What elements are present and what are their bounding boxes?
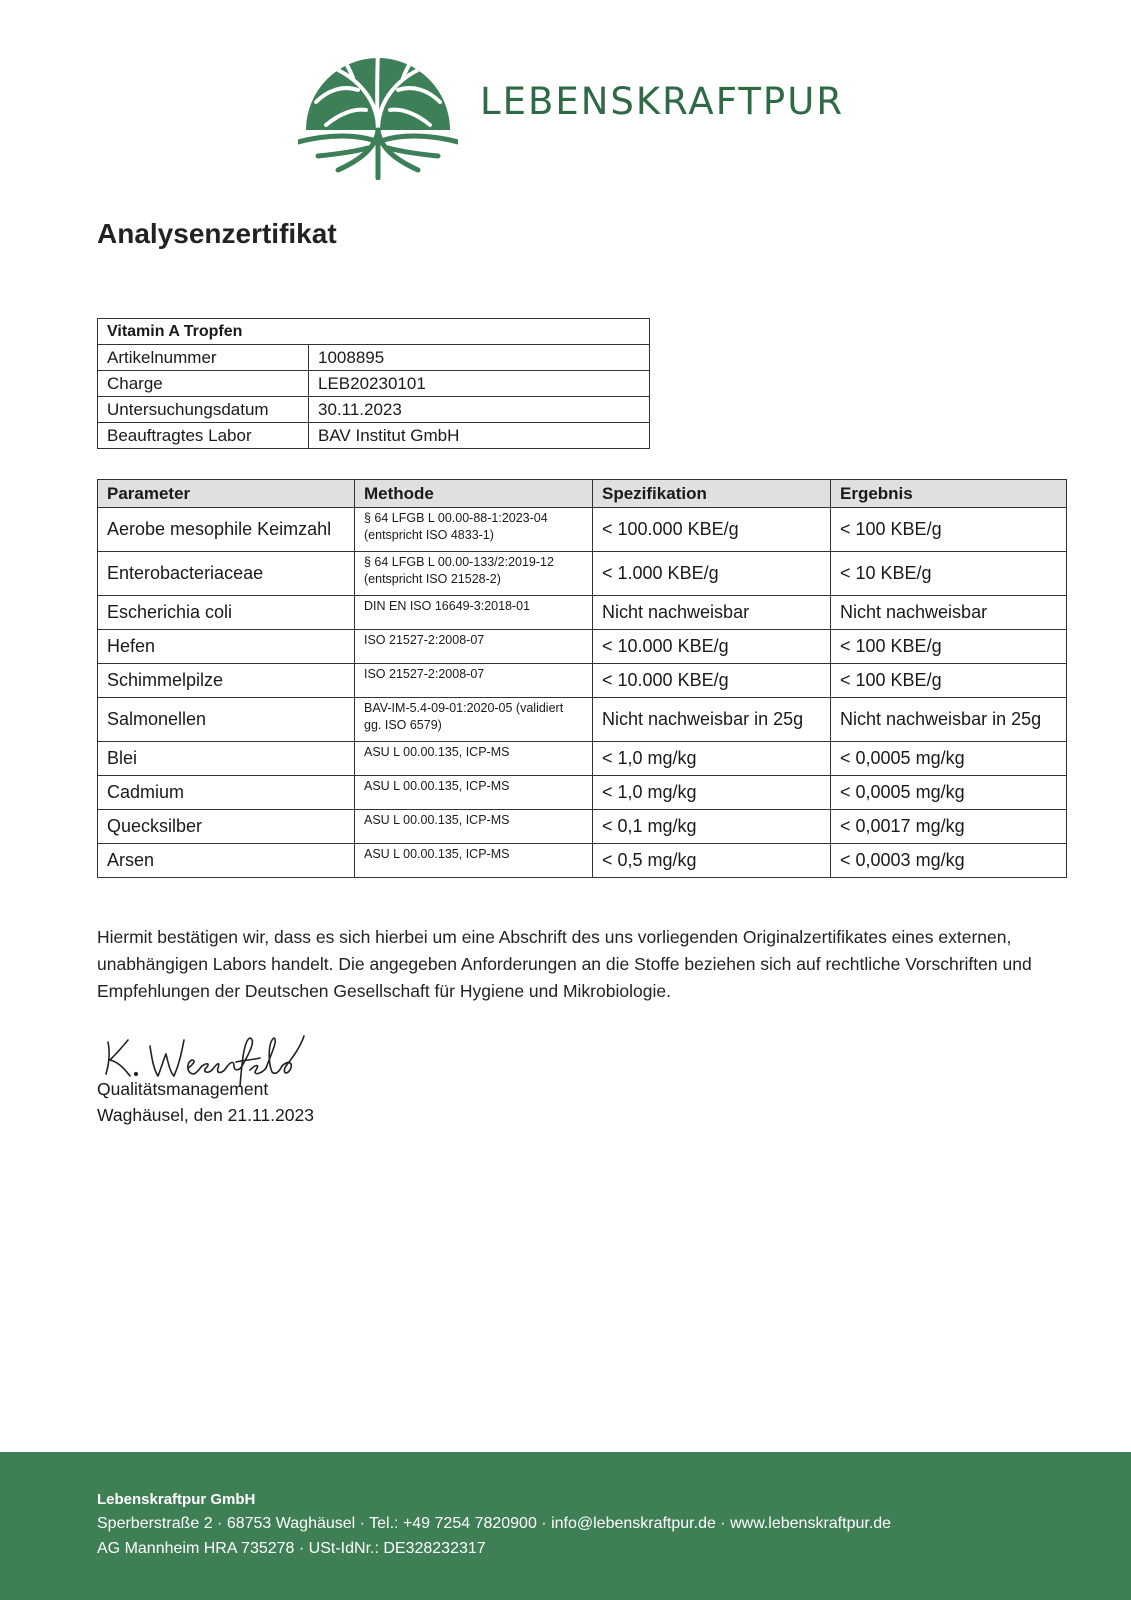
cell-method: ASU L 00.00.135, ICP-MS bbox=[355, 810, 593, 844]
cell-spec: < 10.000 KBE/g bbox=[593, 664, 831, 698]
info-row bbox=[98, 397, 650, 423]
cell-parameter: Cadmium bbox=[98, 776, 355, 810]
info-row bbox=[98, 423, 650, 449]
cell-method: ASU L 00.00.135, ICP-MS bbox=[355, 742, 593, 776]
cell-spec: < 0,1 mg/kg bbox=[593, 810, 831, 844]
certification-statement: Hiermit bestätigen wir, dass es sich hierbei um eine Abschrift des uns vorliegenden Originalzertifikates eines externen, unabhängigen Labors handelt. Die angegeben Anforderungen an die Stoffe beziehen sich auf rechtliche Vorschriften und Empfehlungen der Deutschen Gesellschaft für Hygiene und Mikrobiologie. bbox=[97, 927, 1032, 1001]
table-row bbox=[98, 596, 1067, 630]
product-name: Vitamin A Tropfen bbox=[98, 319, 650, 345]
place-date: Waghäusel, den 21.11.2023 bbox=[97, 1105, 314, 1125]
info-label: Beauftragtes Labor bbox=[98, 423, 309, 449]
cell-spec: < 10.000 KBE/g bbox=[593, 630, 831, 664]
cell-spec: < 100.000 KBE/g bbox=[593, 508, 831, 552]
cell-parameter: Salmonellen bbox=[98, 698, 355, 742]
product-info-table bbox=[97, 318, 650, 449]
cell-spec: < 1,0 mg/kg bbox=[593, 742, 831, 776]
cell-spec: Nicht nachweisbar bbox=[593, 596, 831, 630]
info-value: 30.11.2023 bbox=[309, 397, 650, 423]
info-value: LEB20230101 bbox=[309, 371, 650, 397]
cell-result: < 0,0017 mg/kg bbox=[831, 810, 1067, 844]
cell-result: Nicht nachweisbar bbox=[831, 596, 1067, 630]
cell-result: < 100 KBE/g bbox=[831, 508, 1067, 552]
footer-company: Lebenskraftpur GmbH bbox=[97, 1491, 256, 1508]
header-specification: Spezifikation bbox=[593, 480, 831, 508]
cell-method: § 64 LFGB L 00.00-133/2:2019-12 (entspricht ISO 21528-2) bbox=[355, 552, 593, 596]
footer bbox=[0, 1452, 1131, 1600]
cell-result: < 0,0003 mg/kg bbox=[831, 844, 1067, 878]
cell-parameter: Arsen bbox=[98, 844, 355, 878]
header-parameter: Parameter bbox=[98, 480, 355, 508]
cell-method: ISO 21527-2:2008-07 bbox=[355, 630, 593, 664]
table-row bbox=[98, 810, 1067, 844]
info-row bbox=[98, 371, 650, 397]
cell-method: DIN EN ISO 16649-3:2018-01 bbox=[355, 596, 593, 630]
footer-register: AG Mannheim HRA 735278 · USt-IdNr.: DE328232317 bbox=[97, 1540, 486, 1557]
cell-spec: < 0,5 mg/kg bbox=[593, 844, 831, 878]
cell-result: < 0,0005 mg/kg bbox=[831, 776, 1067, 810]
cell-parameter: Enterobacteriaceae bbox=[98, 552, 355, 596]
cell-result: < 100 KBE/g bbox=[831, 630, 1067, 664]
cell-result: < 0,0005 mg/kg bbox=[831, 742, 1067, 776]
info-label: Charge bbox=[98, 371, 309, 397]
table-row bbox=[98, 844, 1067, 878]
info-label: Untersuchungsdatum bbox=[98, 397, 309, 423]
cell-spec: < 1,0 mg/kg bbox=[593, 776, 831, 810]
header-method: Methode bbox=[355, 480, 593, 508]
cell-spec: Nicht nachweisbar in 25g bbox=[593, 698, 831, 742]
cell-result: < 10 KBE/g bbox=[831, 552, 1067, 596]
cell-parameter: Hefen bbox=[98, 630, 355, 664]
cell-parameter: Aerobe mesophile Keimzahl bbox=[98, 508, 355, 552]
table-row bbox=[98, 630, 1067, 664]
table-row bbox=[98, 508, 1067, 552]
cell-method: § 64 LFGB L 00.00-88-1:2023-04 (entspricht ISO 4833-1) bbox=[355, 508, 593, 552]
cell-parameter: Blei bbox=[98, 742, 355, 776]
analysis-results-table bbox=[97, 479, 1067, 878]
table-row bbox=[98, 552, 1067, 596]
cell-method: ISO 21527-2:2008-07 bbox=[355, 664, 593, 698]
cell-method: BAV-IM-5.4-09-01:2020-05 (validiert gg. ISO 6579) bbox=[355, 698, 593, 742]
signer-role: Qualitätsmanagement bbox=[97, 1079, 269, 1099]
cell-method: ASU L 00.00.135, ICP-MS bbox=[355, 776, 593, 810]
cell-parameter: Escherichia coli bbox=[98, 596, 355, 630]
page-title: Analysenzertifikat bbox=[97, 218, 337, 249]
results-header-row bbox=[98, 480, 1067, 508]
cell-result: Nicht nachweisbar in 25g bbox=[831, 698, 1067, 742]
brand-name: LEBENSKRAFTPUR bbox=[480, 80, 845, 123]
cell-parameter: Schimmelpilze bbox=[98, 664, 355, 698]
cell-parameter: Quecksilber bbox=[98, 810, 355, 844]
info-value: BAV Institut GmbH bbox=[309, 423, 650, 449]
info-value: 1008895 bbox=[309, 345, 650, 371]
cell-method: ASU L 00.00.135, ICP-MS bbox=[355, 844, 593, 878]
cell-result: < 100 KBE/g bbox=[831, 664, 1067, 698]
info-row bbox=[98, 345, 650, 371]
table-row bbox=[98, 742, 1067, 776]
product-header-row bbox=[98, 319, 650, 345]
brand-logo bbox=[298, 30, 868, 180]
header-result: Ergebnis bbox=[831, 480, 1067, 508]
tree-logo-icon bbox=[298, 30, 458, 180]
table-row bbox=[98, 698, 1067, 742]
footer-address: Sperberstraße 2 · 68753 Waghäusel · Tel.: +49 7254 7820900 · info@lebenskraftpur.de · www.lebenskraftpur.de bbox=[97, 1515, 892, 1532]
table-row bbox=[98, 776, 1067, 810]
cell-spec: < 1.000 KBE/g bbox=[593, 552, 831, 596]
table-row bbox=[98, 664, 1067, 698]
info-label: Artikelnummer bbox=[98, 345, 309, 371]
